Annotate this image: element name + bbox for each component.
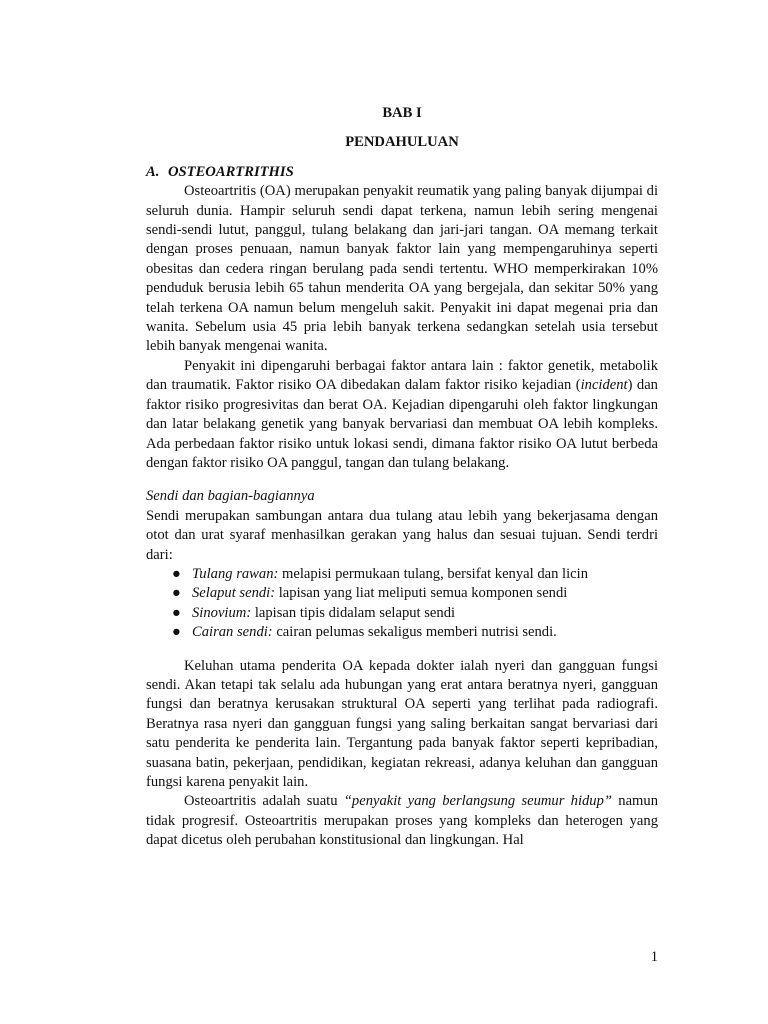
list-item-text: melapisi permukaan tulang, bersifat kenyal dan licin bbox=[278, 565, 588, 582]
list-item-term: Tulang rawan: bbox=[192, 565, 279, 582]
list-item-text: cairan pelumas sekaligus memberi nutrisi sendi. bbox=[272, 624, 557, 641]
section-heading bbox=[146, 163, 658, 182]
paragraph-2 bbox=[146, 357, 658, 473]
spacer bbox=[146, 643, 658, 657]
list-item-term: Selaput sendi: bbox=[192, 585, 276, 602]
spacer bbox=[146, 473, 658, 487]
paragraph-5-part-2: namun tidak progresif. Osteoartritis merupakan proses yang kompleks dan heterogen yang dapat dicetus oleh perubahan konstitusional dan lingkungan. Hal bbox=[146, 793, 659, 849]
bullet-list bbox=[146, 565, 658, 643]
page-number: 1 bbox=[650, 949, 658, 965]
list-item bbox=[172, 623, 658, 642]
paragraph-2-part-2: ) dan faktor risiko progresivitas dan berat OA. Kejadian dipengaruhi oleh faktor lingkungan dan latar belakang genetik yang banyak bervariasi dan membuat OA lebih kompleks. Ada perbedaan faktor risiko untuk lokasi sendi, dimana faktor risiko OA lutut berbeda dengan faktor risiko OA panggul, tangan dan tulang belakang. bbox=[146, 377, 658, 471]
bullet-icon: ● bbox=[172, 585, 181, 602]
list-item bbox=[172, 565, 658, 584]
list-item-text: lapisan tipis didalam selaput sendi bbox=[251, 604, 456, 621]
paragraph-2-part-1: Penyakit ini dipengaruhi berbagai faktor antara lain : faktor genetik, metabolik dan traumatik. Faktor risiko OA dibedakan dalam faktor risiko kejadian ( bbox=[146, 357, 658, 394]
paragraph-5-quote: “penyakit yang berlangsung seumur hidup” bbox=[343, 793, 613, 810]
bullet-icon: ● bbox=[172, 604, 181, 621]
chapter-title: PENDAHULUAN bbox=[345, 134, 459, 151]
list-item bbox=[172, 604, 658, 623]
list-item-term: Sinovium: bbox=[192, 604, 252, 621]
section-letter: A. bbox=[146, 163, 160, 180]
bullet-icon: ● bbox=[172, 624, 181, 641]
paragraph-5 bbox=[146, 792, 658, 850]
paragraph-2-italic: incident bbox=[580, 377, 628, 394]
paragraph-3: Sendi merupakan sambungan antara dua tulang atau lebih yang bekerjasama dengan otot dan urat syaraf menhasilkan gerakan yang halus dan sesuai tujuan. Sendi terdri dari: bbox=[146, 507, 658, 563]
paragraph-5-part-1: Osteoartritis adalah suatu bbox=[184, 793, 344, 810]
page-body bbox=[146, 104, 658, 851]
section-title: OSTEOARTRITHIS bbox=[168, 163, 294, 180]
paragraph-4: Keluhan utama penderita OA kepada dokter ialah nyeri dan gangguan fungsi sendi. Akan tetapi tak selalu ada hubungan yang erat antara beratnya nyeri, gangguan fungsi dan beratnya kerusakan struktural OA seperti yang terlihat pada radiografi. Beratnya rasa nyeri dan gangguan fungsi yang saling berkaitan sangat bervariasi dari satu penderita ke penderita lain. Tergantung pada banyak faktor seperti kepribadian, suasana batin, pekerjaan, pendidikan, kegiatan rekreasi, adanya keluhan dan gangguan fungsi karena penyakit lain. bbox=[146, 657, 658, 790]
list-item bbox=[172, 584, 658, 603]
subheading: Sendi dan bagian-bagiannya bbox=[146, 488, 315, 505]
list-item-text: lapisan yang liat meliputi semua komponen sendi bbox=[275, 585, 568, 602]
chapter-label: BAB I bbox=[382, 105, 422, 121]
bullet-icon: ● bbox=[172, 565, 181, 582]
paragraph-1: Osteoartritis (OA) merupakan penyakit reumatik yang paling banyak dijumpai di seluruh dunia. Hampir seluruh sendi dapat terkena, namun lebih sering mengenai sendi-sendi lutut, panggul, tulang belakang dan jari-jari tangan. OA memang terkait dengan proses penuaan, namun banyak faktor lain yang mempengaruhinya seperti obesitas dan cedera ringan berulang pada sendi tertentu. WHO memperkirakan 10% penduduk berusia lebih 65 tahun menderita OA yang bergejala, dan sekitar 50% yang telah terkena OA namun belum mengeluh sakit. Penyakit ini dapat megenai pria dan wanita. Sebelum usia 45 pria lebih banyak terkena sedangkan setelah usia tersebut lebih banyak mengenai wanita. bbox=[146, 183, 658, 355]
list-item-term: Cairan sendi: bbox=[192, 624, 273, 641]
